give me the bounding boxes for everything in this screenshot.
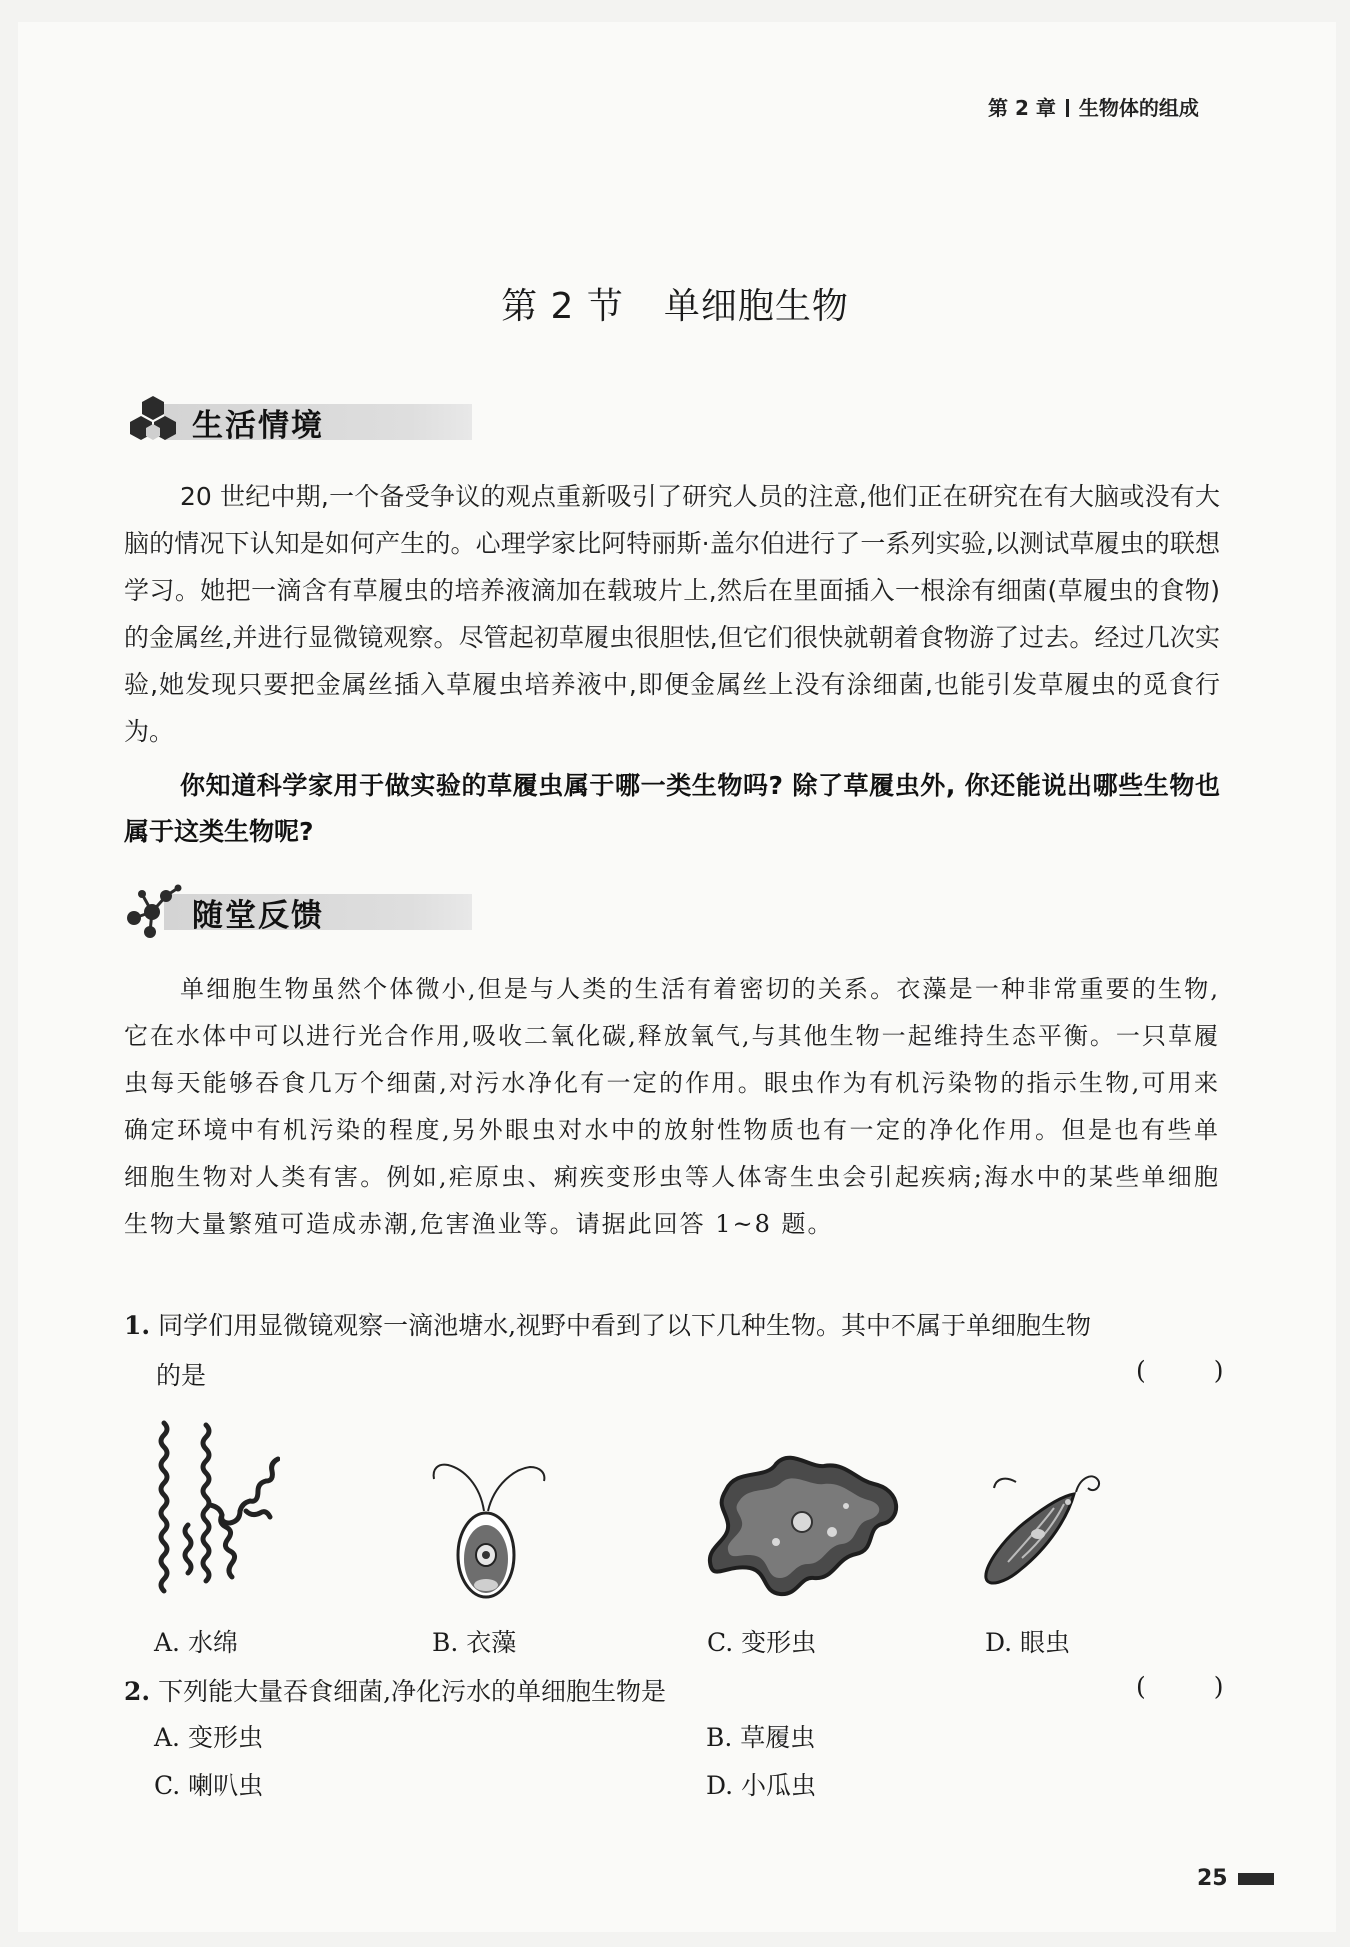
- life-context-paragraph: 20 世纪中期,一个备受争议的观点重新吸引了研究人员的注意,他们正在研究在有大脑或没有大脑的情况下认知是如何产生的。心理学家比阿特丽斯·盖尔伯进行了一系列实验,以测试草履虫的联想学习。她把一滴含有草履虫的培养液滴加在载玻片上,然后在里面插入一根涂有细菌(草履虫的食物)的金属丝,并进行显微镜观察。尽管起初草履虫很胆怯,但它们很快就朝着食物游了过去。经过几次实验,她发现只要把金属丝插入草履虫培养液中,即便金属丝上没有涂细菌,也能引发草履虫的觅食行为。: [124, 482, 1220, 746]
- feedback-intro: 单细胞生物虽然个体微小,但是与人类的生活有着密切的关系。衣藻是一种非常重要的生物,它在水体中可以进行光合作用,吸收二氧化碳,释放氧气,与其他生物一起维持生态平衡。一只草履虫每天能够吞食几万个细菌,对污水净化有一定的作用。眼虫作为有机污染物的指示生物,可用来确定环境中有机污染的程度,另外眼虫对水中的放射性物质也有一定的净化作用。但是也有些单细胞生物对人类有害。例如,疟原虫、痢疾变形虫等人体寄生虫会引起疾病;海水中的某些单细胞生物大量繁殖可造成赤潮,危害渔业等。请据此回答 1~8 题。: [124, 975, 1220, 1238]
- section-number: 第 2 节: [501, 286, 624, 327]
- question-2-number: 2.: [124, 1677, 151, 1706]
- question-1-line2: 的是: [156, 1361, 207, 1390]
- section-name: 单细胞生物: [663, 286, 849, 327]
- question-2-line: [124, 1672, 666, 1708]
- chlamydomonas-image: [424, 1455, 554, 1605]
- chapter-title: 生物体的组成: [1078, 96, 1199, 120]
- molecule-icon: [122, 884, 184, 940]
- question-1-option-c[interactable]: C. 变形虫: [707, 1628, 817, 1657]
- section-title: [0, 278, 1350, 329]
- euglena-image: [976, 1458, 1106, 1598]
- question-1-option-b[interactable]: B. 衣藻: [432, 1628, 517, 1657]
- chapter-number: 第 2 章: [988, 96, 1056, 120]
- header-divider: [1066, 99, 1069, 117]
- question-2-option-a[interactable]: A. 变形虫: [154, 1723, 263, 1752]
- question-1-option-d[interactable]: D. 眼虫: [985, 1628, 1071, 1657]
- question-1-answer-blank[interactable]: ( ): [1136, 1356, 1254, 1385]
- question-2-answer-blank[interactable]: ( ): [1136, 1672, 1254, 1701]
- hexagon-cluster-icon: [122, 394, 184, 450]
- life-context-label: 生活情境: [192, 408, 324, 444]
- question-2-text: 下列能大量吞食细菌,净化污水的单细胞生物是: [158, 1677, 667, 1706]
- question-1-text: 同学们用显微镜观察一滴池塘水,视野中看到了以下几种生物。其中不属于单细胞生物: [158, 1311, 1092, 1340]
- question-1-option-a[interactable]: A. 水绵: [154, 1628, 238, 1657]
- amoeba-image: [706, 1450, 906, 1600]
- feedback-label: 随堂反馈: [192, 898, 324, 934]
- question-1-line1: [124, 1306, 1091, 1342]
- question-2-option-c[interactable]: C. 喇叭虫: [154, 1771, 264, 1800]
- life-context-question: 你知道科学家用于做实验的草履虫属于哪一类生物吗? 除了草履虫外, 你还能说出哪些生物也属于这类生物呢?: [124, 771, 1220, 846]
- chapter-header: [988, 92, 1199, 121]
- question-2-option-b[interactable]: B. 草履虫: [706, 1723, 816, 1752]
- page-number-bar: [1238, 1873, 1274, 1885]
- question-2-option-d[interactable]: D. 小瓜虫: [706, 1771, 817, 1800]
- page-number: 25: [1197, 1866, 1228, 1891]
- spirogyra-image: [150, 1415, 280, 1595]
- question-1-number: 1.: [124, 1311, 151, 1340]
